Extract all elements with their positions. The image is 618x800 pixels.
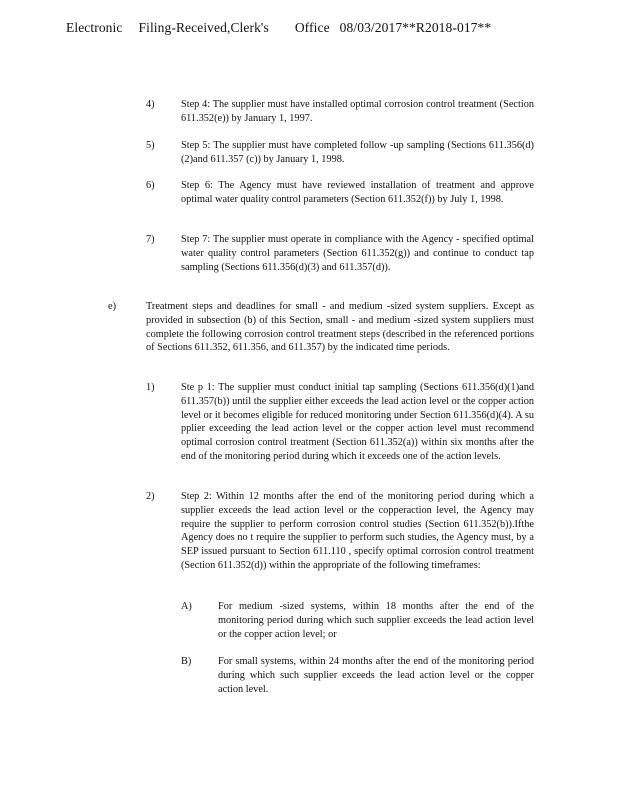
item-number: 7)	[146, 234, 155, 245]
header-office: Office	[294, 20, 330, 35]
filing-header	[66, 20, 491, 36]
item-number: 1)	[146, 382, 155, 393]
item-text: For small systems, within 24 months after the end of the monitoring period during which such supplier exceeds the lead action level or the copper action level.	[218, 656, 534, 695]
item-text: Step 6: The Agency must have reviewed installation of treatment and approve optimal water quality control parameters (Section 611.352(f)) by July 1, 1998.	[181, 180, 534, 205]
item-text: Step 4: The supplier must have installed optimal corrosion control treatment (Section 611.352(e)) by January 1, 1997.	[181, 99, 534, 124]
item-number: 2)	[146, 491, 155, 502]
item-number: 6)	[146, 180, 155, 191]
item-letter: B)	[181, 656, 192, 667]
item-text: Step 7: The supplier must operate in compliance with the Agency - specified optimal water quality control parameters (Section 611.352(g)) and continue to conduct tap sampling (Sections 611.356(d)(3) and 611.357(d)).	[181, 234, 534, 273]
section-letter: e)	[108, 301, 116, 312]
section-text: Treatment steps and deadlines for small - and medium -sized system suppliers. Except as provided in subsection (b) of this Section, small - and medium -sized system suppliers must complete the following corrosion control treatment steps (described in the referenced portions of Sections 611.352, 611.356, and 611.357) by the indicated time periods.	[146, 301, 534, 354]
header-date-docket: 08/03/2017**R2018-017**	[339, 20, 492, 35]
item-letter: A)	[181, 601, 192, 612]
item-number: 4)	[146, 99, 155, 110]
header-filing-received: Filing-Received,Clerk's	[138, 20, 269, 35]
item-text: Ste p 1: The supplier must conduct initial tap sampling (Sections 611.356(d)(1)and 611.357(b)) until the supplier either exceeds the lead action level or the copper action level or it becomes eligible for reduced monitoring under Section 611.356(d)(4). A su pplier exceeding the lead action level or the copper action level must recommend optimal corrosion control treatment (Section 611.352(a)) within six months after the end of the monitoring period during which it exceeds one of the action levels.	[181, 382, 534, 462]
item-number: 5)	[146, 140, 155, 151]
header-electronic: Electronic	[66, 20, 123, 35]
item-text: For medium -sized systems, within 18 months after the end of the monitoring period during which such supplier exceeds the lead action level or the copper action level; or	[218, 601, 534, 640]
item-text: Step 2: Within 12 months after the end of the monitoring period during which a supplier exceeds the lead action level or the copperaction level, the Agency may require the supplier to perform corrosion control studies (Section 611.352(b)).Ifthe Agency does no t require the supplier to perform such studies, the Agency must, by a SEP issued pursuant to Section 611.110 , specify optimal corrosion control treatment (Section 611.352(d)) within the appropriate of the following timeframes:	[181, 491, 534, 571]
item-text: Step 5: The supplier must have completed follow -up sampling (Sections 611.356(d)(2)and 611.357 (c)) by January 1, 1998.	[181, 140, 534, 165]
